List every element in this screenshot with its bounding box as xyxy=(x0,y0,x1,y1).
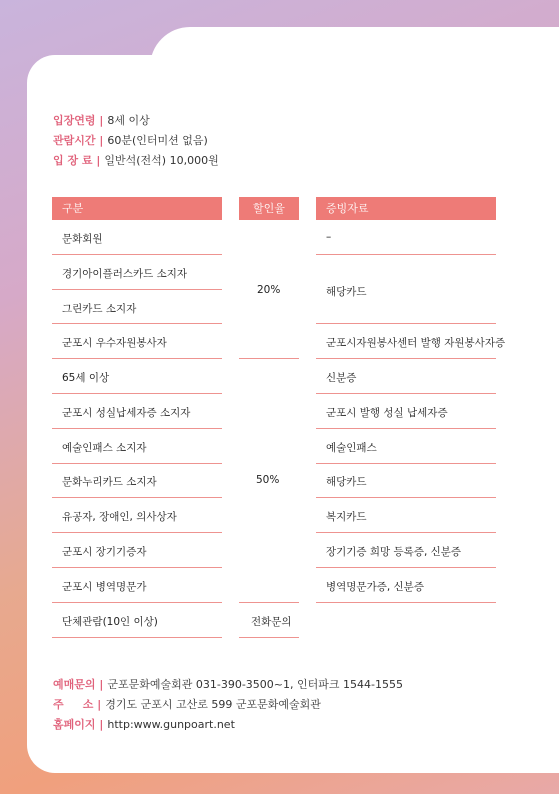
row-divider xyxy=(316,532,496,533)
row-divider xyxy=(316,254,496,255)
header-rate: 할인율 xyxy=(239,197,299,220)
category-cell: 군포시 장기기증자 xyxy=(62,546,147,558)
proof-cell: 해당카드 xyxy=(326,476,367,488)
header-category: 구분 xyxy=(52,197,222,220)
row-divider xyxy=(52,393,222,394)
row-divider xyxy=(52,602,222,603)
contact-value: 군포문화예술회관 031-390-3500~1, 인터파크 1544-1555 xyxy=(107,678,403,691)
row-divider xyxy=(316,463,496,464)
header-proof: 증빙자료 xyxy=(316,197,496,220)
category-cell: 유공자, 장애인, 의사상자 xyxy=(62,511,177,523)
proof-cell: 병역명문가증, 신분증 xyxy=(326,581,424,593)
row-divider xyxy=(52,497,222,498)
proof-cell: 복지카드 xyxy=(326,511,367,523)
info-label: 입 장 료 | xyxy=(53,154,101,167)
category-cell: 예술인패스 소지자 xyxy=(62,442,147,454)
info-price xyxy=(53,152,219,168)
category-cell: 문화누리카드 소지자 xyxy=(62,476,157,488)
rate-cell-20: 20% xyxy=(257,284,281,296)
info-value: 일반석(전석) 10,000원 xyxy=(104,154,219,167)
row-divider xyxy=(316,602,496,603)
row-divider xyxy=(52,323,222,324)
card-tab xyxy=(150,27,559,87)
category-cell: 군포시 병역명문가 xyxy=(62,581,147,593)
row-divider xyxy=(316,567,496,568)
row-divider xyxy=(52,463,222,464)
contact-homepage xyxy=(53,716,235,732)
proof-cell: – xyxy=(326,231,332,243)
row-divider xyxy=(316,323,496,324)
contact-label: 홈페이지 | xyxy=(53,718,104,731)
category-cell: 군포시 성실납세자증 소지자 xyxy=(62,407,191,419)
row-divider xyxy=(52,289,222,290)
row-divider xyxy=(239,602,299,603)
row-divider xyxy=(52,532,222,533)
contact-address xyxy=(53,696,321,712)
row-divider xyxy=(239,358,299,359)
category-cell: 군포시 우수자원봉사자 xyxy=(62,337,167,349)
info-label: 관람시간 | xyxy=(53,134,104,147)
rate-cell-group: 전화문의 xyxy=(251,616,292,628)
category-cell: 경기아이플러스카드 소지자 xyxy=(62,268,188,280)
row-divider xyxy=(316,428,496,429)
row-divider xyxy=(316,393,496,394)
proof-cell: 군포시 발행 성실 납세자증 xyxy=(326,407,448,419)
contact-booking xyxy=(53,676,403,692)
homepage-link[interactable]: http:www.gunpoart.net xyxy=(107,718,235,731)
proof-cell: 군포시자원봉사센터 발행 자원봉사자증 xyxy=(326,337,506,349)
proof-cell: 장기기증 희망 등록증, 신분증 xyxy=(326,546,462,558)
rate-cell-50: 50% xyxy=(256,474,280,486)
row-divider xyxy=(316,497,496,498)
category-cell: 그린카드 소지자 xyxy=(62,303,137,315)
proof-cell: 해당카드 xyxy=(326,286,367,298)
proof-cell: 예술인패스 xyxy=(326,442,377,454)
contact-value: 경기도 군포시 고산로 599 군포문화예술회관 xyxy=(105,698,321,711)
category-cell: 65세 이상 xyxy=(62,372,110,384)
info-value: 60분(인터미션 없음) xyxy=(107,134,208,147)
info-duration xyxy=(53,132,208,148)
row-divider xyxy=(52,254,222,255)
contact-label: 주 소 | xyxy=(53,698,102,711)
row-divider xyxy=(52,358,222,359)
category-cell: 단체관람(10인 이상) xyxy=(62,616,158,628)
proof-cell: 신분증 xyxy=(326,372,357,384)
row-divider xyxy=(52,428,222,429)
row-divider xyxy=(239,637,299,638)
row-divider xyxy=(52,637,222,638)
category-cell: 문화회원 xyxy=(62,233,103,245)
row-divider xyxy=(52,567,222,568)
info-value: 8세 이상 xyxy=(107,114,150,127)
row-divider xyxy=(316,358,496,359)
contact-label: 예매문의 | xyxy=(53,678,104,691)
info-label: 입장연령 | xyxy=(53,114,104,127)
info-age xyxy=(53,112,150,128)
